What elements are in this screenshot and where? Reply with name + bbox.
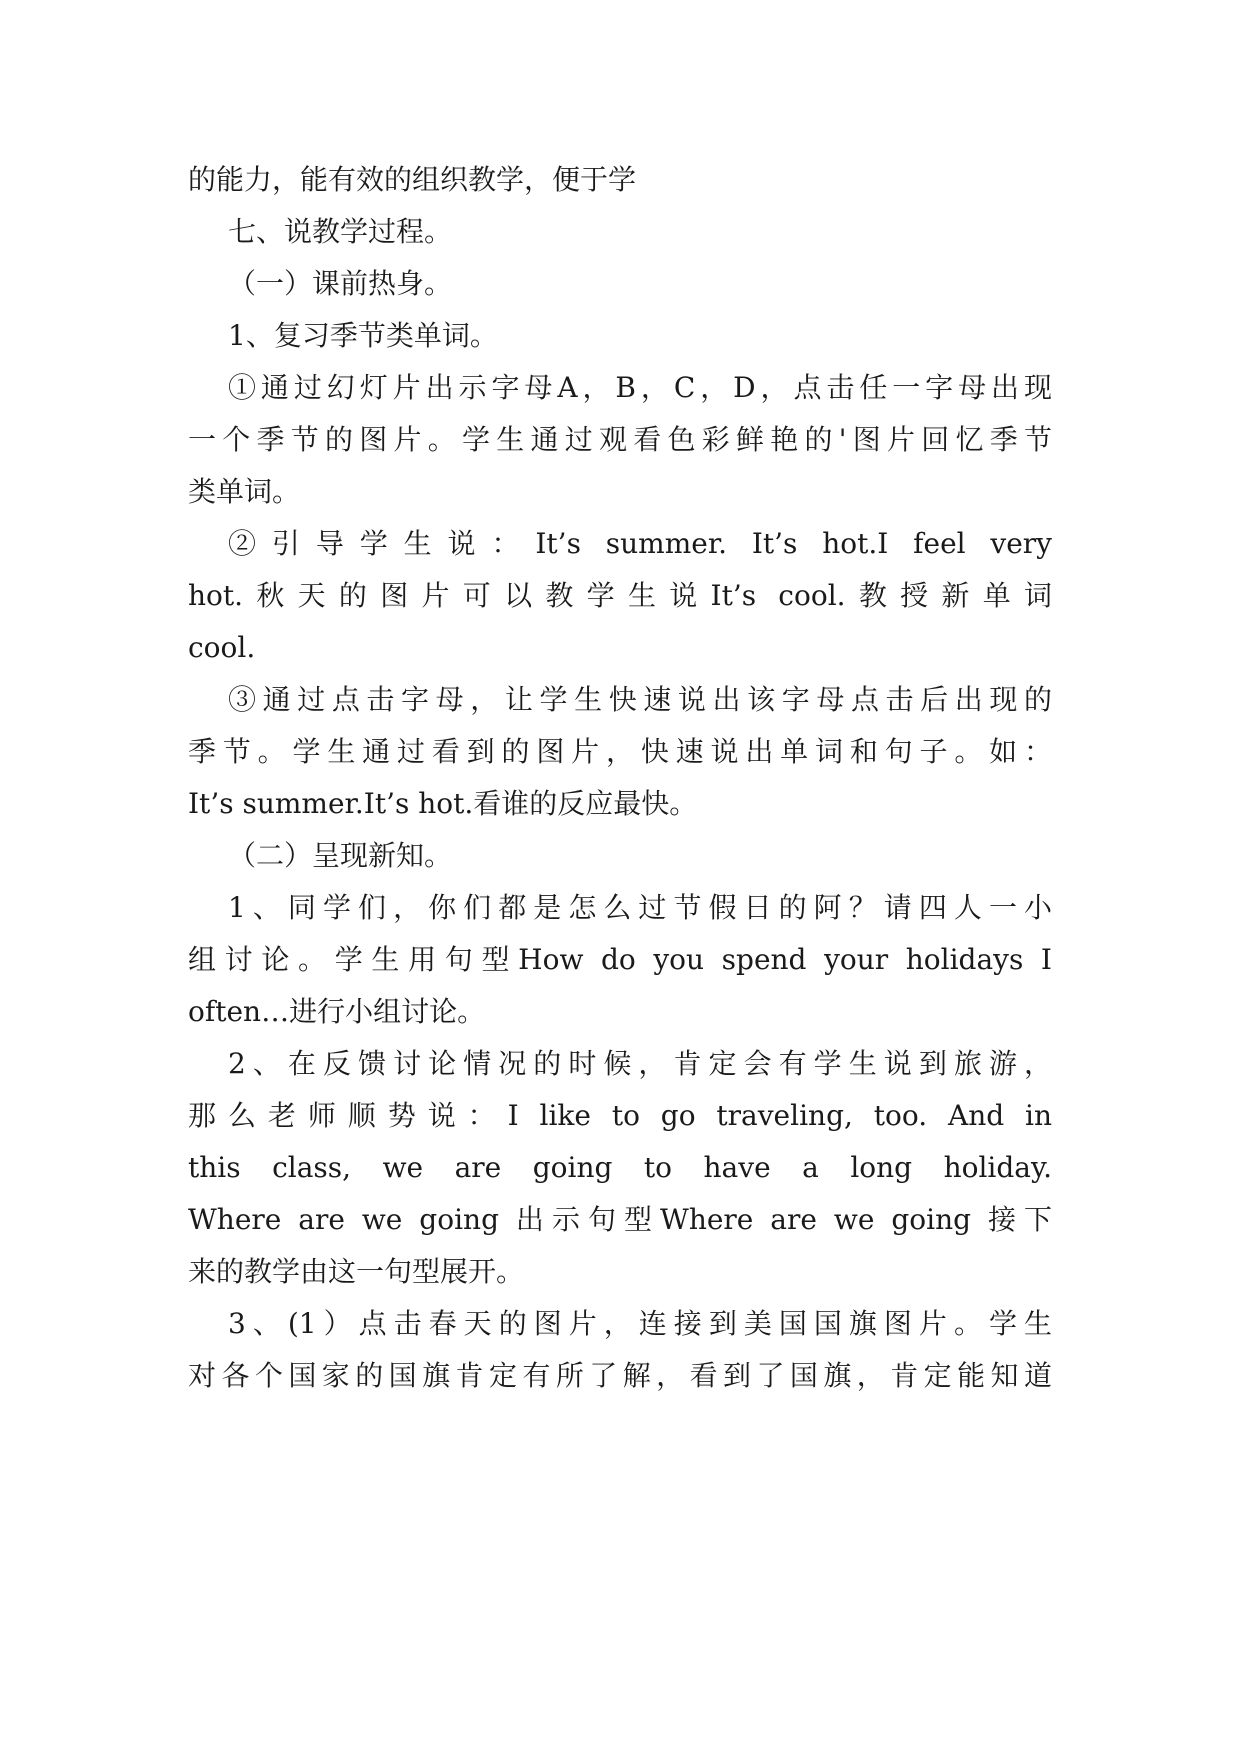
text-line: this class, we are going to have a long holiday.	[188, 1151, 1052, 1184]
text-line: cool.	[188, 631, 256, 664]
text-line: 1、同学们，你们都是怎么过节假日的阿？请四人一小	[228, 891, 1052, 924]
text-line: 类单词。	[188, 475, 301, 508]
text-line: often…进行小组讨论。	[188, 995, 486, 1028]
text-line: 2、在反馈讨论情况的时候，肯定会有学生说到旅游，	[228, 1047, 1052, 1080]
text-line: ②引导学生说：It’s summer. It’s hot.I feel very	[228, 527, 1052, 560]
text-line: 那么老师顺势说：I like to go traveling, too. And in	[188, 1099, 1052, 1132]
text-line: 的能力，能有效的组织教学，便于学	[188, 163, 637, 196]
text-line: 1、复习季节类单词。	[228, 319, 498, 352]
text-line: hot.秋天的图片可以教学生说It’s cool.教授新单词	[188, 579, 1052, 612]
section-heading: 七、说教学过程。	[228, 215, 453, 248]
text-line: 一个季节的图片。学生通过观看色彩鲜艳的'图片回忆季节	[188, 423, 1052, 456]
text-line: 3、(1）点击春天的图片，连接到美国国旗图片。学生	[228, 1307, 1052, 1340]
text-line: 组讨论。学生用句型How do you spend your holidays I	[188, 943, 1052, 976]
text-line: 对各个国家的国旗肯定有所了解，看到了国旗，肯定能知道	[188, 1359, 1052, 1392]
text-line: Where are we going 出示句型Where are we going 接下	[188, 1203, 1052, 1236]
text-line: 来的教学由这一句型展开。	[188, 1255, 525, 1288]
text-line: ③通过点击字母，让学生快速说出该字母点击后出现的	[228, 683, 1052, 716]
text-line: ①通过幻灯片出示字母A，B，C，D，点击任一字母出现	[228, 371, 1052, 404]
text-line: It’s summer.It’s hot.看谁的反应最快。	[188, 787, 698, 820]
text-line: 季节。学生通过看到的图片，快速说出单词和句子。如：	[188, 735, 1052, 768]
subsection-heading: （一）课前热身。	[228, 267, 453, 300]
subsection-heading: （二）呈现新知。	[228, 839, 453, 872]
